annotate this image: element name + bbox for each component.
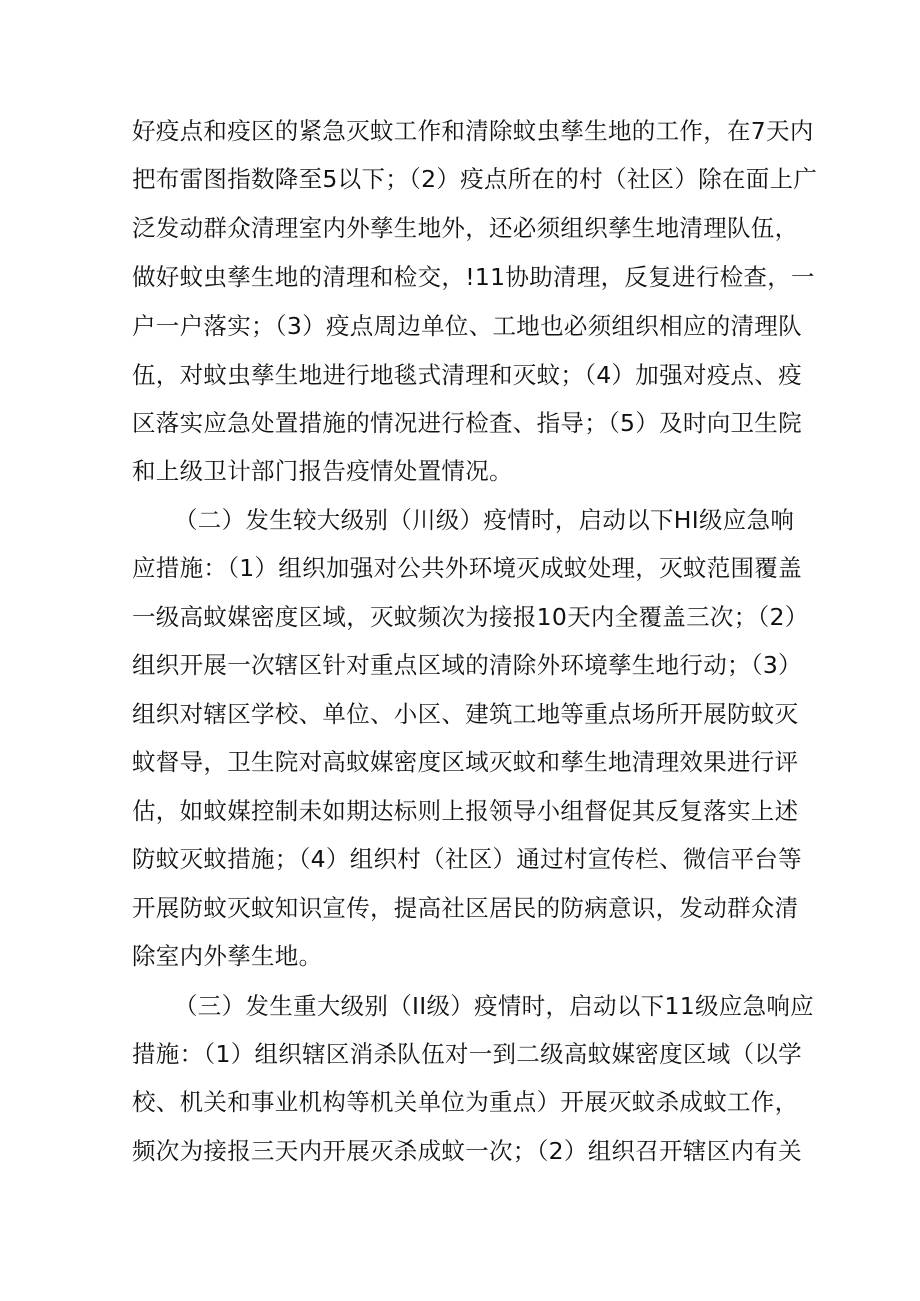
text-line: 和上级卫计部门报告疫情处置情况。 <box>132 457 513 485</box>
text-line: 开展防蚊灭蚊知识宣传，提高社区居民的防病意识，发动群众清 <box>132 894 799 922</box>
text-line: 校、机关和事业机构等机关单位为重点）开展灭蚊杀成蚊工作， <box>132 1088 799 1116</box>
text-line: 做好蚊虫孳生地的清理和检交，!11协助清理，反复进行检查，一 <box>132 263 815 291</box>
text-line: 防蚊灭蚊措施；（4）组织村（社区）通过村宣传栏、微信平台等 <box>132 845 802 873</box>
text-line: 组织对辖区学校、单位、小区、建筑工地等重点场所开展防蚊灭 <box>132 700 799 728</box>
text-line: 好疫点和疫区的紧急灭蚊工作和清除蚊虫孳生地的工作，在7天内 <box>132 117 814 145</box>
text-line: 泛发动群众清理室内外孳生地外，还必须组织孳生地清理队伍， <box>132 214 799 242</box>
text-line: 除室内外孳生地。 <box>132 942 323 970</box>
text-line: 估，如蚊媒控制未如期达标则上报领导小组督促其反复落实上述 <box>132 797 799 825</box>
text-line: （二）发生较大级别（川级）疫情时，启动以下HI级应急响 <box>174 506 795 534</box>
text-line: 伍，对蚊虫孳生地进行地毯式清理和灭蚊；（4）加强对疫点、疫 <box>132 361 802 389</box>
text-line: 户一户落实；（3）疫点周边单位、工地也必须组织相应的清理队 <box>132 312 802 340</box>
text-line: 应措施：（1）组织加强对公共外环境灭成蚊处理，灭蚊范围覆盖 <box>132 554 802 582</box>
text-line: 区落实应急处置措施的情况进行检査、指导；（5）及时向卫生院 <box>132 409 802 437</box>
text-line: 组织开展一次辖区针对重点区域的清除外环境孳生地行动；（3） <box>132 651 802 679</box>
text-line: 措施：（1）组织辖区消杀队伍对一到二级高蚊媒密度区域（以学 <box>132 1040 802 1068</box>
text-line: 一级高蚊媒密度区域，灭蚊频次为接报10天内全覆盖三次；（2） <box>132 603 809 631</box>
text-line: （三）发生重大级别（II级）疫情时，启动以下11级应急响应 <box>174 992 814 1020</box>
text-line: 频次为接报三天内开展灭杀成蚊一次；（2）组织召开辖区内有关 <box>132 1137 802 1165</box>
text-line: 把布雷图指数降至5以下；（2）疫点所在的村（社区）除在面上广 <box>132 165 818 193</box>
text-line: 蚊督导，卫生院对高蚊媒密度区域灭蚊和孳生地清理效果进行评 <box>132 748 799 776</box>
